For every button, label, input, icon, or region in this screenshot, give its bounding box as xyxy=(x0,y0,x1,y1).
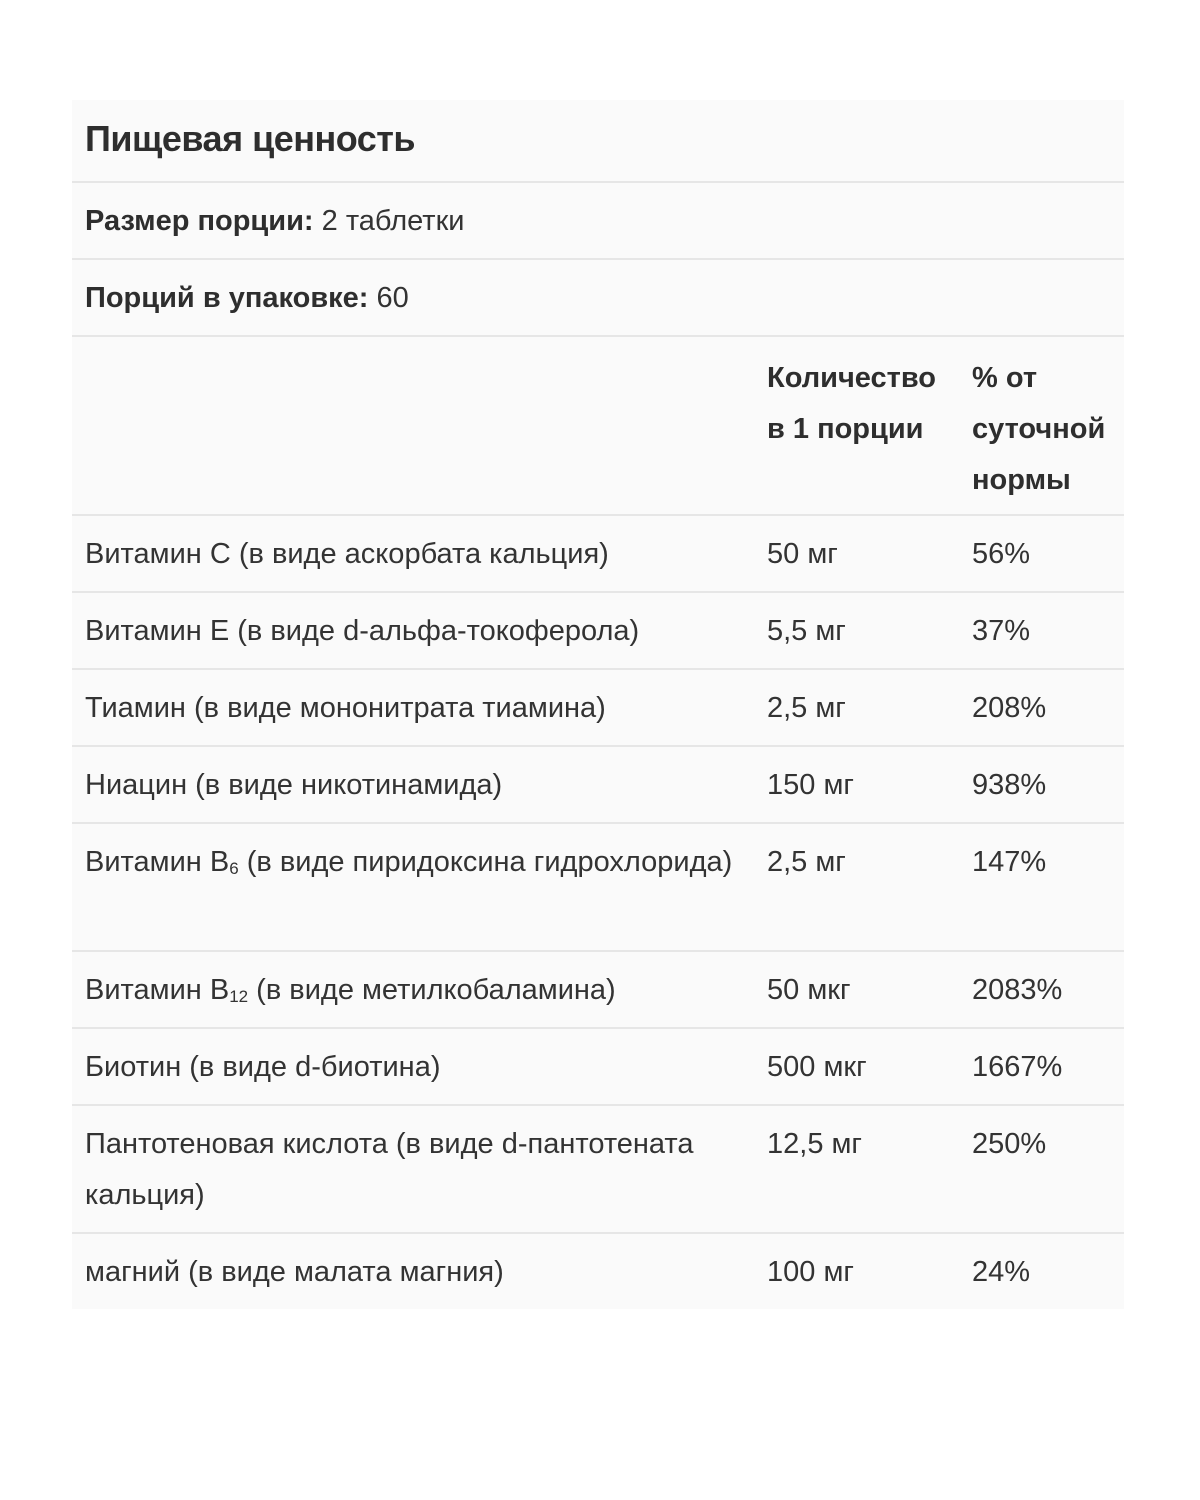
serving-size xyxy=(85,205,464,238)
nutrient-daily-value: 37% xyxy=(972,615,1031,647)
dv-header-line: нормы xyxy=(972,464,1071,496)
nutrient-amount: 500 мкг xyxy=(767,1051,867,1083)
serving-size-label: Размер порции: xyxy=(85,205,314,237)
serving-size-row xyxy=(72,183,1124,260)
nutrient-daily-value: 938% xyxy=(972,769,1047,801)
nutrient-name-subscript: 12 xyxy=(229,987,249,1006)
nutrition-title: Пищевая ценность xyxy=(85,118,416,159)
nutrient-name-part: (в виде пиридоксина гидрохлорида) xyxy=(238,846,733,878)
table-row xyxy=(72,516,1124,593)
table-row xyxy=(72,670,1124,747)
nutrient-name: Витамин C (в виде аскорбата кальция) xyxy=(85,538,609,570)
nutrient-amount: 5,5 мг xyxy=(767,615,846,647)
servings-per-container-label: Порций в упаковке: xyxy=(85,282,369,314)
nutrient-name: Биотин (в виде d-биотина) xyxy=(85,1051,441,1083)
nutrient-daily-value: 2083% xyxy=(972,974,1063,1006)
nutrient-daily-value: 24% xyxy=(972,1256,1031,1288)
nutrient-daily-value: 56% xyxy=(972,538,1031,570)
nutrient-amount: 2,5 мг xyxy=(767,692,846,724)
table-row xyxy=(72,747,1124,824)
nutrient-name: Ниацин (в виде никотинамида) xyxy=(85,769,503,801)
servings-per-container xyxy=(85,282,409,315)
amount-header-line: Количество xyxy=(767,362,937,394)
table-header-row xyxy=(72,337,1124,516)
nutrient-daily-value: 208% xyxy=(972,692,1047,724)
table-row xyxy=(72,824,1124,952)
nutrient-name: Тиамин (в виде мононитрата тиамина) xyxy=(85,692,606,724)
title-row xyxy=(72,100,1124,183)
nutrient-name-part: Витамин B xyxy=(85,846,230,878)
nutrient-amount: 50 мг xyxy=(767,538,838,570)
table-row xyxy=(72,1234,1124,1309)
daily-value-column-header xyxy=(972,353,1122,506)
amount-column-header xyxy=(767,353,967,455)
nutrient-daily-value: 147% xyxy=(972,846,1047,878)
nutrient-name: магний (в виде малата магния) xyxy=(85,1256,504,1288)
nutrient-daily-value: 250% xyxy=(972,1128,1047,1160)
table-row xyxy=(72,1106,1124,1234)
nutrient-amount: 150 мг xyxy=(767,769,854,801)
nutrient-amount: 2,5 мг xyxy=(767,846,846,878)
nutrient-name xyxy=(72,824,767,891)
nutrient-name: Пантотеновая кислота (в виде d-пантотената кальция) xyxy=(85,1128,694,1211)
servings-per-container-row xyxy=(72,260,1124,337)
table-row xyxy=(72,593,1124,670)
servings-per-container-value: 60 xyxy=(368,282,409,314)
dv-header-line: % от xyxy=(972,362,1038,394)
amount-header-line: в 1 порции xyxy=(767,413,924,445)
nutrition-facts-panel xyxy=(72,100,1124,1309)
table-row xyxy=(72,952,1124,1029)
nutrient-name: Витамин E (в виде d-альфа-токоферола) xyxy=(85,615,640,647)
nutrient-daily-value: 1667% xyxy=(972,1051,1063,1083)
nutrient-name-part: (в виде метилкобаламина) xyxy=(248,974,616,1006)
table-row xyxy=(72,1029,1124,1106)
nutrient-amount: 12,5 мг xyxy=(767,1128,863,1160)
serving-size-value: 2 таблетки xyxy=(313,205,465,237)
nutrient-name xyxy=(72,952,767,1019)
nutrient-amount: 100 мг xyxy=(767,1256,854,1288)
nutrient-name-part: Витамин B xyxy=(85,974,230,1006)
nutrient-name-subscript: 6 xyxy=(229,859,239,878)
dv-header-line: суточной xyxy=(972,413,1106,445)
nutrient-amount: 50 мкг xyxy=(767,974,851,1006)
